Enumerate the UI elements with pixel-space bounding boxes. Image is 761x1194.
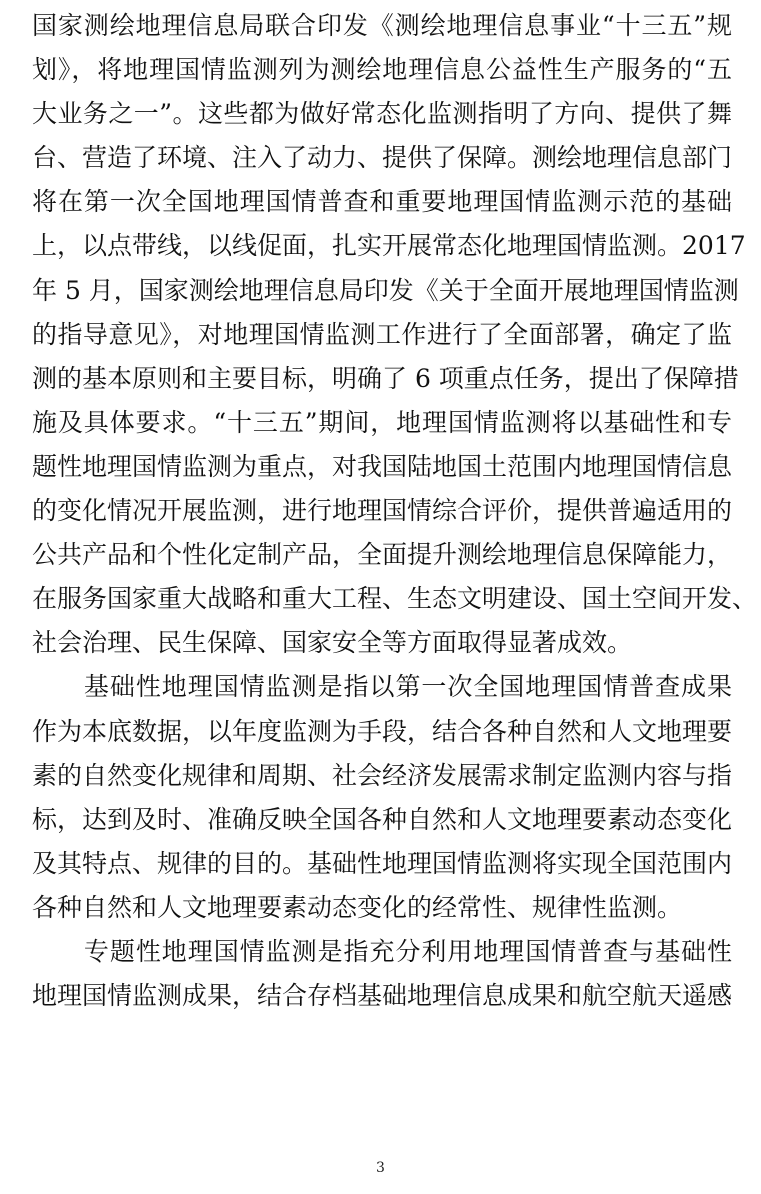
body-text — [32, 4, 758, 1018]
text-line: 题性地理国情监测为重点，对我国陆地国土范围内地理国情信息 — [32, 451, 733, 481]
text-line: 基础性地理国情监测是指以第一次全国地理国情普查成果 — [32, 672, 732, 702]
text-line: 各种自然和人文地理要素动态变化的经常性、规律性监测。 — [32, 892, 683, 922]
text-line: 国家测绘地理信息局联合印发《测绘地理信息事业“十三五”规 — [32, 11, 732, 40]
text-line: 公共产品和个性化定制产品，全面提升测绘地理信息保障能力， — [32, 540, 733, 570]
text-line: 年 5 月，国家测绘地理信息局印发《关于全面开展地理国情监测 — [32, 275, 739, 305]
text-line: 的指导意见》，对地理国情监测工作进行了全面部署，确定了监 — [32, 319, 732, 349]
text-line: 素的自然变化规律和周期、社会经济发展需求制定监测内容与指 — [32, 760, 733, 790]
text-line: 将在第一次全国地理国情普查和重要地理国情监测示范的基础 — [32, 187, 732, 217]
text-line: 及其特点、规律的目的。基础性地理国情监测将实现全国范围内 — [32, 848, 733, 878]
text-line: 社会治理、民生保障、国家安全等方面取得显著成效。 — [32, 628, 633, 658]
text-line: 作为本底数据，以年度监测为手段，结合各种自然和人文地理要 — [32, 716, 733, 746]
text-line: 上，以点带线，以线促面，扎实开展常态化地理国情监测。2017 — [32, 231, 746, 261]
text-line: 的变化情况开展监测，进行地理国情综合评价，提供普遍适用的 — [32, 496, 733, 526]
text-line: 在服务国家重大战略和重大工程、生态文明建设、国土空间开发、 — [32, 584, 758, 614]
text-line: 台、营造了环境、注入了动力、提供了保障。测绘地理信息部门 — [32, 143, 733, 173]
text-line: 测的基本原则和主要目标，明确了 6 项重点任务，提出了保障措 — [32, 363, 739, 393]
text-line: 专题性地理国情监测是指充分利用地理国情普查与基础性 — [32, 936, 732, 966]
page-number: 3 — [376, 1160, 385, 1176]
text-line: 地理国情监测成果，结合存档基础地理信息成果和航空航天遥感 — [32, 981, 733, 1011]
text-line: 施及具体要求。“十三五”期间，地理国情监测将以基础性和专 — [32, 407, 732, 437]
text-line: 划》，将地理国情监测列为测绘地理信息公益性生产服务的“五 — [32, 55, 732, 85]
text-line: 大业务之一”。这些都为做好常态化监测指明了方向、提供了舞 — [32, 99, 732, 129]
text-line: 标，达到及时、准确反映全国各种自然和人文地理要素动态变化 — [32, 804, 733, 834]
